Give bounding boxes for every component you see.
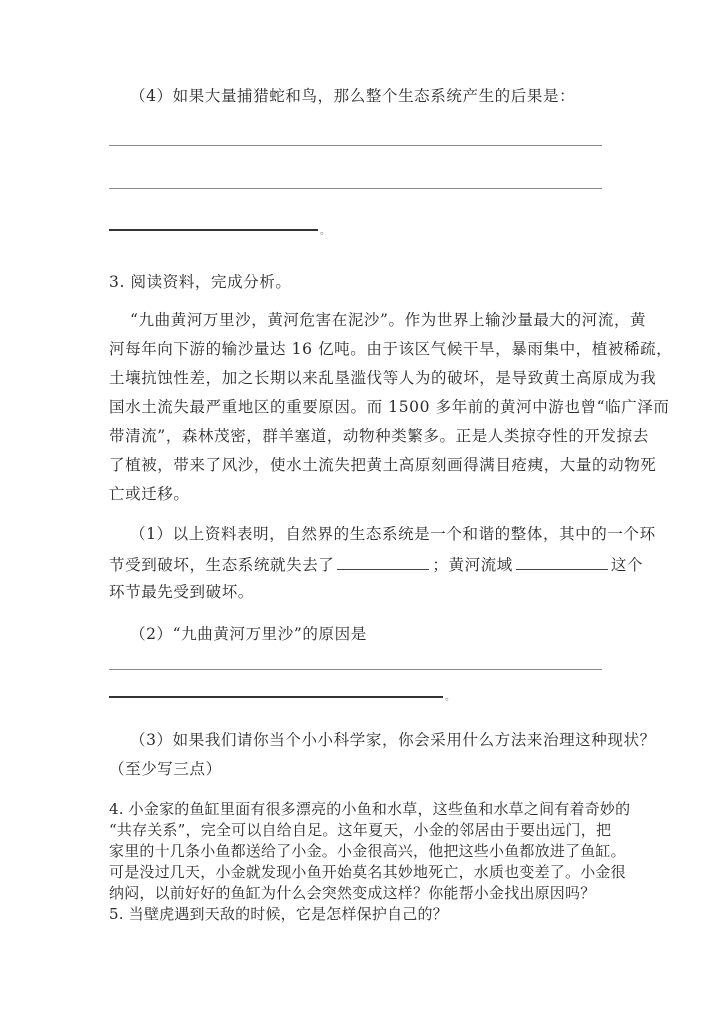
passage-line: 国水土流失最严重地区的重要原因。而 1500 多年前的黄河中游也曾“临广泽而: [109, 398, 670, 416]
end-mark: 。: [320, 226, 330, 237]
passage-line: 亡或迁移。: [109, 485, 190, 503]
section-4-line: “共存关系”，完全可以自给自足。这年夏天，小金的邻居由于要出远门，把: [109, 821, 612, 839]
question-1-line: （1）以上资料表明，自然界的生态系统是一个和谐的整体，其中的一个环: [130, 525, 656, 543]
section-4-line: 家里的十几条小鱼都送给了小金。小金很高兴，他把这些小鱼都放进了鱼缸。: [109, 842, 626, 860]
section-5-question: 5. 当壁虎遇到天敌的时候，它是怎样保护自己的？: [109, 905, 448, 923]
question-1-text: 这个: [610, 556, 644, 574]
question-3-line: （至少写三点）: [109, 760, 222, 778]
question-1-line: 环节最先受到破坏。: [109, 583, 254, 601]
passage-line: 河每年向下游的输沙量达 16 亿吨。由于该区气候干旱，暴雨集中，植被稀疏，: [109, 340, 673, 358]
fill-blank-1[interactable]: [337, 553, 429, 570]
fill-blank-2[interactable]: [516, 553, 608, 570]
section-4-line: 4. 小金家的鱼缸里面有很多漂亮的小鱼和水草，这些鱼和水草之间有着奇妙的: [109, 800, 631, 818]
question-1-text: 节受到破坏，生态系统就失去了: [109, 556, 335, 574]
answer-line[interactable]: [109, 145, 602, 146]
answer-line[interactable]: [109, 696, 443, 698]
answer-line[interactable]: [109, 229, 318, 231]
question-1-line: [109, 553, 643, 575]
end-mark: 。: [445, 692, 455, 703]
answer-line[interactable]: [109, 188, 602, 189]
passage-line: 带清流”，森林茂密，群羊塞道，动物种类繁多。正是人类掠夺性的开发掠去: [109, 427, 649, 445]
question-1-text: ；黄河流域: [432, 556, 513, 574]
section-4-line: 纳闷，以前好好的鱼缸为什么会突然变成这样？你能帮小金找出原因吗？: [109, 884, 596, 902]
question-4-text: （4）如果大量捕猎蛇和鸟，那么整个生态系统产生的后果是：: [130, 87, 576, 105]
section-4-line: 可是没过几天，小金就发现小鱼开始莫名其妙地死亡，水质也变差了。小金很: [109, 863, 626, 881]
question-2-text: （2）“九曲黄河万里沙”的原因是: [130, 625, 367, 643]
passage-line: “九曲黄河万里沙，黄河危害在泥沙”。作为世界上输沙量最大的河流，黄: [130, 311, 647, 329]
question-3-line: （3）如果我们请你当个小小科学家，你会采用什么方法来治理这种现状？: [130, 731, 656, 749]
passage-line: 了植被，带来了风沙，使水土流失把黄土高原刻画得满目疮痍，大量的动物死: [109, 456, 657, 474]
section-3-heading: 3. 阅读资料，完成分析。: [109, 273, 292, 291]
passage-line: 土壤抗蚀性差，加之长期以来乱垦滥伐等人为的破坏，是导致黄土高原成为我: [109, 369, 657, 387]
answer-line[interactable]: [109, 669, 602, 670]
